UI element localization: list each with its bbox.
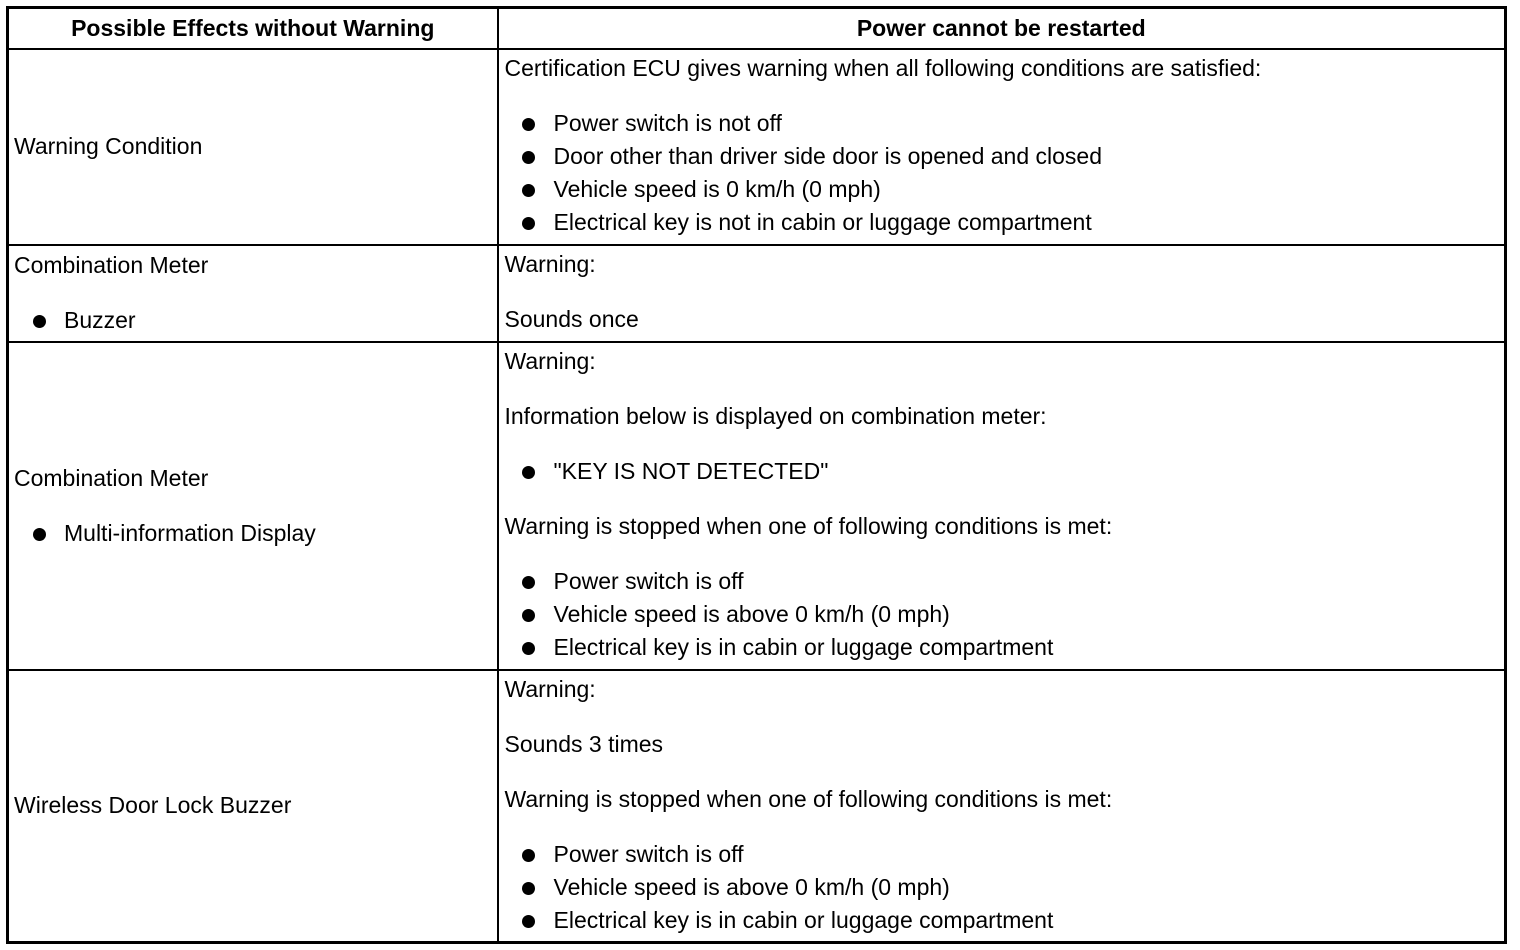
table-row xyxy=(8,342,1506,670)
row-label: Warning Condition xyxy=(14,133,203,159)
row-label-cell xyxy=(8,49,498,245)
table-row xyxy=(8,670,1506,943)
content-bullet-list xyxy=(505,838,1505,937)
row-label-cell xyxy=(8,245,498,342)
label-bullet-list xyxy=(14,304,497,337)
spacer xyxy=(505,433,1505,455)
row-label: Combination Meter xyxy=(14,252,209,278)
table-row xyxy=(8,245,1506,342)
content-bullet-list xyxy=(505,107,1505,239)
row-label-cell xyxy=(8,342,498,670)
row-content-cell xyxy=(498,670,1506,943)
list-item: Door other than driver side door is opened and closed xyxy=(505,140,1505,173)
content-paragraph: Sounds 3 times xyxy=(504,730,664,757)
spacer xyxy=(14,495,497,517)
list-item: Vehicle speed is 0 km/h (0 mph) xyxy=(505,173,1505,206)
header-effects: Possible Effects without Warning xyxy=(8,8,498,49)
list-item: Power switch is off xyxy=(505,838,1505,871)
list-item: Vehicle speed is above 0 km/h (0 mph) xyxy=(505,871,1505,904)
spacer xyxy=(505,761,1505,783)
row-content-cell xyxy=(498,245,1506,342)
content-bullet-list xyxy=(505,565,1505,664)
spacer xyxy=(505,543,1505,565)
list-item: Multi-information Display xyxy=(14,517,497,550)
spacer xyxy=(505,378,1505,400)
effects-table xyxy=(6,6,1507,944)
list-item: Electrical key is in cabin or luggage compartment xyxy=(505,631,1505,664)
list-item: Electrical key is in cabin or luggage compartment xyxy=(505,904,1505,937)
header-power-restart: Power cannot be restarted xyxy=(498,8,1506,49)
spacer xyxy=(14,282,497,304)
label-bullet-list xyxy=(14,517,497,550)
list-item: "KEY IS NOT DETECTED" xyxy=(505,455,1505,488)
list-item: Buzzer xyxy=(14,304,497,337)
content-paragraph: Warning is stopped when one of following conditions is met: xyxy=(504,512,1113,539)
spacer xyxy=(505,488,1505,510)
row-label: Combination Meter xyxy=(14,464,209,491)
spacer xyxy=(505,281,1505,303)
spacer xyxy=(505,85,1505,107)
content-paragraph: Warning is stopped when one of following conditions is met: xyxy=(504,785,1113,812)
content-bullet-list xyxy=(505,455,1505,488)
table-row xyxy=(8,49,1506,245)
list-item: Electrical key is not in cabin or luggage compartment xyxy=(505,206,1505,239)
content-paragraph: Warning: xyxy=(504,675,596,702)
row-content-cell xyxy=(498,342,1506,670)
row-content-cell xyxy=(498,49,1506,245)
content-paragraph: Sounds once xyxy=(504,305,639,332)
spacer xyxy=(505,706,1505,728)
content-paragraph: Warning: xyxy=(504,347,596,374)
content-paragraph: Certification ECU gives warning when all following conditions are satisfied: xyxy=(504,54,1262,81)
list-item: Vehicle speed is above 0 km/h (0 mph) xyxy=(505,598,1505,631)
row-label-cell xyxy=(8,670,498,943)
content-paragraph: Information below is displayed on combination meter: xyxy=(504,402,1047,429)
row-label: Wireless Door Lock Buzzer xyxy=(14,792,292,819)
content-paragraph: Warning: xyxy=(504,250,596,277)
spacer xyxy=(505,816,1505,838)
table-body xyxy=(8,49,1506,943)
table-header-row xyxy=(8,8,1506,49)
list-item: Power switch is off xyxy=(505,565,1505,598)
list-item: Power switch is not off xyxy=(505,107,1505,140)
